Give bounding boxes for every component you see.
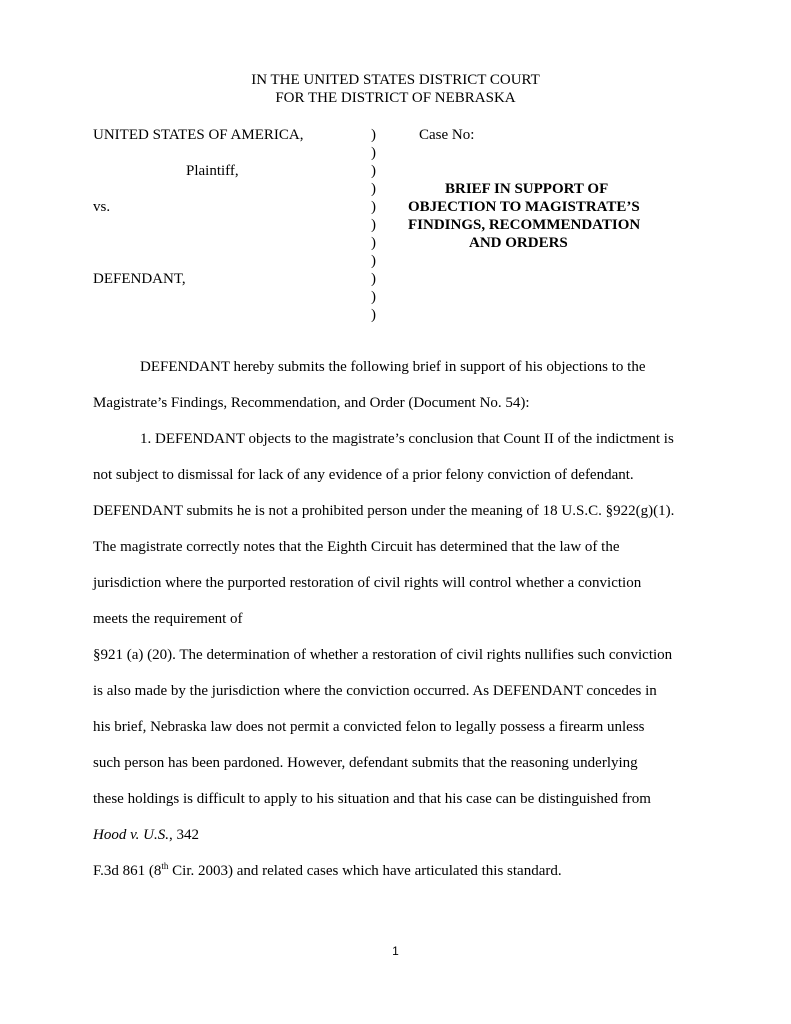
caption-paren: ) bbox=[371, 253, 376, 269]
plaintiff-role: Plaintiff, bbox=[186, 163, 239, 179]
body-line: such person has been pardoned. However, defendant submits that the reasoning underlying bbox=[93, 755, 638, 771]
citation-start: F.3d 861 (8 bbox=[93, 863, 162, 879]
case-name: Hood v. U.S. bbox=[93, 827, 169, 843]
court-heading-line1: IN THE UNITED STATES DISTRICT COURT bbox=[251, 72, 540, 88]
caption-paren: ) bbox=[371, 217, 376, 233]
brief-title-line1: BRIEF IN SUPPORT OF bbox=[445, 181, 609, 197]
caption-paren: ) bbox=[371, 145, 376, 161]
caption-paren: ) bbox=[371, 235, 376, 251]
body-line: 1. DEFENDANT objects to the magistrate’s conclusion that Count II of the indictment is bbox=[140, 431, 674, 447]
body-line: meets the requirement of bbox=[93, 611, 243, 627]
citation-end: Cir. 2003) and related cases which have articulated this standard. bbox=[168, 863, 562, 879]
case-number-label: Case No: bbox=[419, 127, 475, 143]
body-line: Magistrate’s Findings, Recommendation, and Order (Document No. 54): bbox=[93, 395, 530, 411]
brief-title-line2: OBJECTION TO MAGISTRATE’S bbox=[408, 199, 640, 215]
body-line: his brief, Nebraska law does not permit a convicted felon to legally possess a firearm unless bbox=[93, 719, 645, 735]
caption-paren: ) bbox=[371, 181, 376, 197]
versus-label: vs. bbox=[93, 199, 111, 215]
citation-superscript: th bbox=[161, 861, 169, 871]
body-line: The magistrate correctly notes that the Eighth Circuit has determined that the law of the bbox=[93, 539, 620, 555]
brief-title-line3: FINDINGS, RECOMMENDATION bbox=[408, 217, 641, 233]
citation-line bbox=[93, 862, 562, 880]
court-heading-line2: FOR THE DISTRICT OF NEBRASKA bbox=[275, 90, 516, 106]
page-number: 1 bbox=[392, 944, 399, 958]
caption-paren: ) bbox=[371, 271, 376, 287]
defendant-party: DEFENDANT, bbox=[93, 271, 186, 287]
caption-paren: ) bbox=[371, 127, 376, 143]
caption-paren: ) bbox=[371, 163, 376, 179]
case-citation-line bbox=[93, 826, 199, 844]
caption-paren: ) bbox=[371, 307, 376, 323]
body-line: is also made by the jurisdiction where the conviction occurred. As DEFENDANT concedes in bbox=[93, 683, 657, 699]
body-line: these holdings is difficult to apply to his situation and that his case can be distinguished from bbox=[93, 791, 651, 807]
plaintiff-party: UNITED STATES OF AMERICA, bbox=[93, 127, 304, 143]
body-line: DEFENDANT submits he is not a prohibited person under the meaning of 18 U.S.C. §922(g)(1). bbox=[93, 503, 675, 519]
case-volume: , 342 bbox=[168, 827, 199, 843]
body-line: jurisdiction where the purported restoration of civil rights will control whether a conviction bbox=[93, 575, 642, 591]
body-line: not subject to dismissal for lack of any evidence of a prior felony conviction of defendant. bbox=[93, 467, 634, 483]
body-line: §921 (a) (20). The determination of whether a restoration of civil rights nullifies such conviction bbox=[93, 647, 673, 663]
caption-paren: ) bbox=[371, 199, 376, 215]
caption-paren: ) bbox=[371, 289, 376, 305]
body-line: DEFENDANT hereby submits the following brief in support of his objections to the bbox=[140, 359, 646, 375]
brief-title-line4: AND ORDERS bbox=[469, 235, 568, 251]
